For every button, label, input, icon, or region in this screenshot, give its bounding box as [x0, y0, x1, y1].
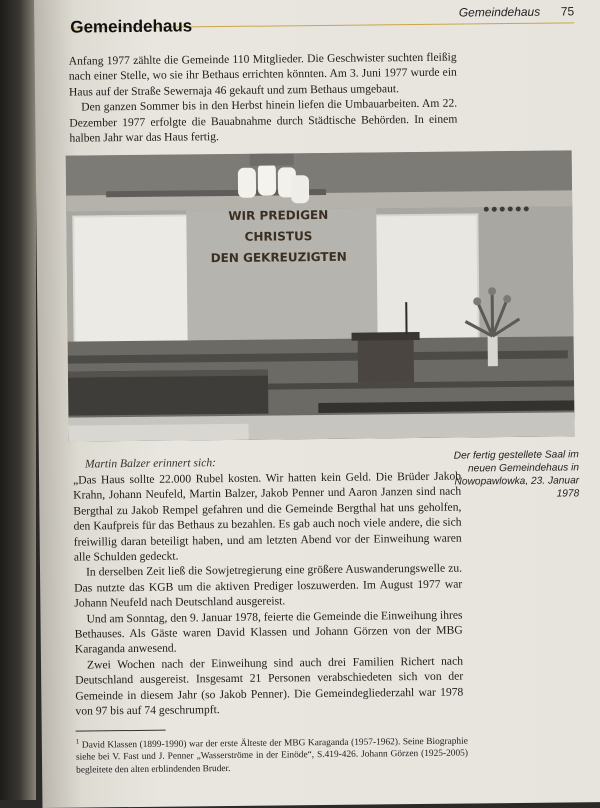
- quote-paragraph: Zwei Wochen nach der Einweihung sind auch drei Familien Richert nach Deutschland ausgereist. Insgesamt 21 Personen verabschiedeten sich von der Gemeinde in diesem Jahr (so Jakob Penner). Die Gemeindegliederzahl war 1978 von 97 bis auf 74 geschrumpft.: [75, 654, 464, 718]
- intro-text: [69, 50, 458, 146]
- footnote-marker: 1: [75, 737, 80, 746]
- wall-inscription-line-3: DEN GEKREUZIGTEN: [210, 249, 347, 266]
- intro-paragraph: Den ganzen Sommer bis in den Herbst hinein liefen die Umbauarbeiten. Am 22. Dezember 1977 erfolgte die Bauabnahme durch Städtische Behörden. In einem halben Jahr war das Haus fertig.: [69, 96, 458, 145]
- running-head-title: Gemeindehaus: [458, 4, 541, 20]
- book-spine: [0, 0, 36, 800]
- footnote-divider: [76, 730, 166, 732]
- footnote: [76, 731, 468, 776]
- quote-paragraph: In derselben Zeit ließ die Sowjetregierung eine größere Auswanderungswelle zu. Das nutzte das KGB um die aktiven Prediger loszuwerden. Im August 1977 war Johann Neufeld nach Deutschland ausgereist.: [74, 561, 463, 610]
- wall-inscription-line-1: WIR PREDIGEN: [228, 207, 329, 223]
- quote-paragraph: Und am Sonntag, den 9. Januar 1978, feierte die Gemeinde die Einweihung ihres Bethauses. Als Gäste waren David Klassen und Johann Görzen von der MBG Karaganda anwesend.: [74, 608, 463, 657]
- quote-paragraph: „Das Haus sollte 22.000 Rubel kosten. Wir hatten kein Geld. Die Brüder Jakob Krahn, Johann Neufeld, Martin Balzer, Jakob Penner und Aaron Janzen sind nach Bergthal zu Jakob Rempel gefahren und die Gemeinde Bergthal hat uns geholfen, den Kaufpreis für das Bethaus zu bezahlen. Es gab auch noch viele andere, die sich freiwillig daran beteiligt haben, und am letzten Abend vor der Einweihung waren alle Schulden gedeckt.: [73, 469, 462, 564]
- footnote-text: David Klassen (1899-1990) war der erste Älteste der MBG Karaganda (1957-1962). Seine Biographie siehe bei V. Fast und J. Penner „Wasserströme in der Einöde“, S.419-426. Johann Görzen (1925-2005) begleitete den alten erblindenden Bruder.: [75, 736, 469, 776]
- intro-paragraph: Anfang 1977 zählte die Gemeinde 110 Mitglieder. Die Geschwister suchten fleißig nach einer Stelle, wo sie ihr Bethaus errichten könnten. Am 3. Juni 1977 wurde ein Haus auf der Straße Sewernaja 46 gekauft und zum Bethaus umgebaut.: [68, 50, 457, 99]
- page-number: 75: [560, 4, 575, 19]
- book-page: [34, 0, 600, 808]
- church-hall-photo: [66, 150, 575, 441]
- quote-intro: Martin Balzer erinnert sich:: [84, 456, 217, 471]
- quote-text: [73, 469, 464, 720]
- photo-caption: Der fertig gestellete Saal im neuen Gemeindehaus in Nowopawlowka, 23. Januar 1978: [453, 449, 580, 500]
- wall-inscription-line-2: CHRISTUS: [244, 229, 313, 244]
- section-title: Gemeindehaus: [70, 16, 193, 37]
